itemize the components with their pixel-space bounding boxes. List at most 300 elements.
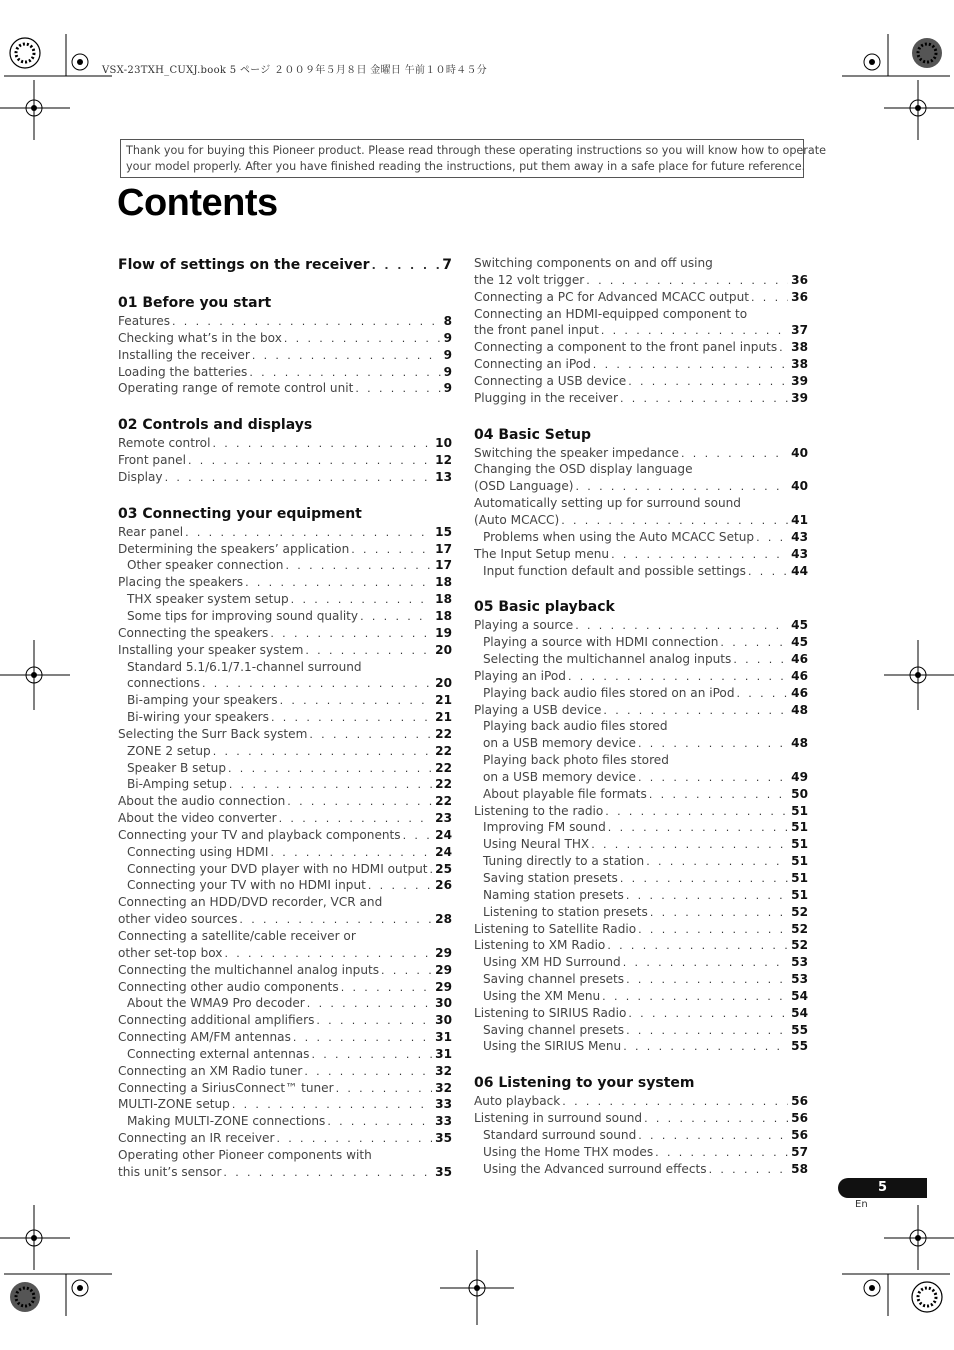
toc-subentry[interactable] bbox=[118, 995, 452, 1012]
toc-subentry[interactable] bbox=[474, 563, 808, 580]
toc-page-number: 17 bbox=[435, 558, 452, 573]
toc-entry[interactable] bbox=[118, 1080, 452, 1097]
toc-left-column bbox=[118, 255, 452, 1181]
toc-subentry[interactable] bbox=[118, 776, 452, 793]
toc-page-number: 39 bbox=[791, 373, 808, 388]
toc-page-number: 51 bbox=[791, 871, 808, 885]
toc-entry-label: Playing a source with HDMI connection bbox=[483, 635, 719, 650]
toc-page-number: 9 bbox=[443, 364, 452, 379]
toc-entry[interactable] bbox=[118, 541, 452, 558]
toc-subentry[interactable] bbox=[474, 836, 808, 853]
dot-leader bbox=[309, 727, 432, 744]
toc-page-number: 8 bbox=[443, 314, 452, 328]
dot-leader bbox=[561, 513, 788, 530]
toc-entry-label: Connecting other audio components bbox=[118, 979, 339, 994]
toc-entry[interactable] bbox=[474, 322, 808, 339]
toc-page-number: 29 bbox=[435, 979, 452, 994]
toc-entry[interactable] bbox=[118, 1130, 452, 1147]
toc-entry[interactable] bbox=[118, 625, 452, 642]
toc-subentry[interactable] bbox=[118, 709, 452, 726]
toc-page-number: 24 bbox=[435, 827, 452, 842]
toc-page-number: 18 bbox=[435, 575, 452, 590]
toc-entry-label: Connecting an IR receiver bbox=[118, 1131, 275, 1146]
toc-entry[interactable] bbox=[118, 313, 452, 330]
dot-leader bbox=[285, 558, 432, 575]
dot-leader bbox=[737, 686, 789, 703]
toc-entry[interactable] bbox=[474, 668, 808, 685]
toc-subentry[interactable] bbox=[118, 557, 452, 574]
toc-entry-label: Installing the receiver bbox=[118, 347, 250, 362]
toc-entry[interactable] bbox=[118, 945, 452, 962]
toc-entry[interactable] bbox=[474, 306, 808, 323]
dot-leader bbox=[568, 669, 788, 686]
dot-leader bbox=[430, 862, 433, 879]
toc-subentry[interactable] bbox=[474, 870, 808, 887]
toc-page-number: 53 bbox=[791, 955, 808, 970]
toc-subentry[interactable] bbox=[474, 529, 808, 546]
toc-subentry[interactable] bbox=[118, 760, 452, 777]
dot-leader bbox=[620, 871, 788, 888]
toc-entry-label: Operating range of remote control unit bbox=[118, 381, 354, 396]
toc-entry[interactable] bbox=[118, 1063, 452, 1080]
dot-leader bbox=[270, 845, 432, 862]
toc-page-number: 51 bbox=[791, 887, 808, 902]
toc-entry-label: Standard 5.1/6.1/7.1-channel surround bbox=[127, 659, 362, 674]
toc-entry-label: Rear panel bbox=[118, 524, 184, 539]
dot-leader bbox=[287, 794, 432, 811]
toc-page-number: 21 bbox=[435, 710, 452, 725]
dot-leader bbox=[751, 290, 788, 307]
toc-entry-label: Flow of settings on the receiver bbox=[118, 257, 370, 273]
toc-page-number: 38 bbox=[791, 340, 808, 355]
toc-entry-label: About playable file formats bbox=[483, 786, 647, 801]
toc-entry[interactable] bbox=[474, 445, 808, 462]
toc-right-sections bbox=[474, 427, 808, 1178]
toc-page-number: 46 bbox=[791, 685, 808, 700]
thank-you-notice bbox=[120, 139, 827, 178]
dot-leader bbox=[638, 922, 788, 939]
toc-page-number: 20 bbox=[435, 642, 452, 657]
toc-entry-label: About the WMA9 Pro decoder bbox=[127, 996, 305, 1011]
dot-leader bbox=[605, 804, 788, 821]
toc-subentry[interactable] bbox=[474, 887, 808, 904]
toc-page-number: 43 bbox=[791, 546, 808, 561]
toc-page-number: 55 bbox=[791, 1039, 808, 1054]
toc-subentry[interactable] bbox=[474, 718, 808, 735]
toc-page-number: 51 bbox=[791, 837, 808, 852]
dot-leader bbox=[628, 374, 788, 391]
toc-section-heading[interactable]: 04 Basic Setup bbox=[474, 426, 592, 443]
toc-entry-label: Features bbox=[118, 314, 171, 328]
toc-entry-label: Saving channel presets bbox=[483, 972, 625, 987]
toc-entry-label: Connecting your TV with no HDMI input bbox=[127, 878, 366, 893]
toc-page-number: 36 bbox=[791, 272, 808, 287]
toc-entry[interactable] bbox=[474, 921, 808, 938]
toc-page-number: 18 bbox=[435, 608, 452, 623]
toc-entry[interactable] bbox=[474, 803, 808, 820]
dot-leader bbox=[681, 446, 788, 463]
toc-subentry[interactable] bbox=[118, 844, 452, 861]
toc-page-number: 37 bbox=[791, 323, 808, 338]
toc-section-heading[interactable]: 05 Basic playback bbox=[474, 599, 615, 616]
toc-entry[interactable] bbox=[118, 642, 452, 659]
toc-subentry[interactable] bbox=[474, 1161, 808, 1178]
toc-page-number: 56 bbox=[791, 1127, 808, 1142]
toc-entry-label: Connecting external antennas bbox=[127, 1046, 310, 1061]
toc-entry-label: Playing back audio files stored on an iPod bbox=[483, 685, 735, 700]
toc-entry[interactable] bbox=[118, 574, 452, 591]
toc-entry-label: Connecting your DVD player with no HDMI output bbox=[127, 861, 428, 876]
toc-subentry[interactable] bbox=[118, 659, 452, 676]
toc-page-number: 30 bbox=[435, 1013, 452, 1028]
toc-entry-label: the 12 volt trigger bbox=[474, 272, 585, 287]
toc-entry-label: Input function default and possible settings bbox=[483, 563, 746, 578]
dot-leader bbox=[185, 525, 432, 542]
toc-entry-label: Standard surround sound bbox=[483, 1127, 637, 1142]
toc-page-number: 45 bbox=[791, 635, 808, 650]
toc-section-heading[interactable]: 03 Connecting your equipment bbox=[118, 505, 362, 522]
toc-page-number: 45 bbox=[791, 618, 808, 633]
toc-entry[interactable] bbox=[474, 1093, 808, 1110]
toc-subentry[interactable] bbox=[474, 819, 808, 836]
toc-entry-label: Placing the speakers bbox=[118, 575, 244, 590]
toc-subentry[interactable] bbox=[474, 735, 808, 752]
dot-leader bbox=[591, 837, 788, 854]
toc-entry-label: Connecting your TV and playback components bbox=[118, 827, 401, 842]
toc-entry[interactable] bbox=[118, 347, 452, 364]
toc-subentry[interactable] bbox=[474, 1038, 808, 1055]
toc-subentry[interactable] bbox=[474, 1022, 808, 1039]
toc-entry-label: Playing an iPod bbox=[474, 668, 566, 683]
toc-entry-flow-of-settings[interactable] bbox=[118, 255, 452, 276]
toc-subentry[interactable] bbox=[118, 743, 452, 760]
dot-leader bbox=[575, 479, 788, 496]
toc-subentry[interactable] bbox=[474, 685, 808, 702]
toc-entry[interactable] bbox=[474, 373, 808, 390]
toc-entry[interactable] bbox=[474, 461, 808, 478]
toc-entry-label: Remote control bbox=[118, 436, 211, 451]
toc-page-number: 32 bbox=[435, 1063, 452, 1078]
toc-entry-label: The Input Setup menu bbox=[474, 546, 610, 561]
toc-entry-label: About the audio connection bbox=[118, 794, 286, 809]
toc-page-number: 26 bbox=[435, 878, 452, 893]
toc-page-number: 58 bbox=[791, 1161, 808, 1176]
page-number-tab: 5 bbox=[838, 1178, 927, 1198]
dot-leader bbox=[224, 946, 432, 963]
dot-leader bbox=[709, 1162, 789, 1179]
toc-page-number: 30 bbox=[435, 996, 452, 1011]
toc-entry[interactable] bbox=[474, 289, 808, 306]
toc-page-number: 31 bbox=[435, 1046, 452, 1061]
toc-entry[interactable] bbox=[118, 469, 452, 486]
dot-leader bbox=[223, 1165, 432, 1182]
toc-entry-label: Connecting the multichannel analog inputs bbox=[118, 962, 380, 977]
toc-right-intro-entries bbox=[474, 255, 808, 407]
toc-entry-label: Tuning directly to a station bbox=[483, 854, 645, 869]
toc-page-number: 46 bbox=[791, 652, 808, 667]
toc-page-number: 49 bbox=[791, 769, 808, 784]
toc-entry-label: Connecting additional amplifiers bbox=[118, 1013, 315, 1028]
dot-leader bbox=[620, 391, 788, 408]
toc-section-heading[interactable]: 06 Listening to your system bbox=[474, 1075, 695, 1092]
toc-entry[interactable] bbox=[118, 793, 452, 810]
toc-entry-label: Using XM HD Surround bbox=[483, 955, 621, 970]
toc-page-number: 51 bbox=[791, 820, 808, 835]
toc-entry[interactable] bbox=[118, 1147, 452, 1164]
toc-entry-label: Display bbox=[118, 469, 163, 484]
dot-leader bbox=[304, 1064, 432, 1081]
toc-entry-label: Playing back audio files stored bbox=[483, 719, 668, 734]
dot-leader bbox=[252, 348, 441, 365]
toc-entry-label: this unit’s sensor bbox=[118, 1164, 222, 1179]
book-file-header: VSX-23TXH_CUXJ.book 5 ページ ２００９年５月８日 金曜日 午前１０時４５分 bbox=[102, 65, 488, 76]
toc-subentry[interactable] bbox=[474, 1127, 808, 1144]
toc-entry-label: Operating other Pioneer components with bbox=[118, 1147, 372, 1162]
toc-entry-label: Some tips for improving sound quality bbox=[127, 608, 359, 623]
dot-leader bbox=[355, 381, 440, 398]
toc-subentry[interactable] bbox=[474, 634, 808, 651]
dot-leader bbox=[336, 1081, 433, 1098]
toc-entry[interactable] bbox=[118, 1164, 452, 1181]
dot-leader bbox=[293, 1030, 432, 1047]
toc-page-number: 48 bbox=[791, 702, 808, 717]
toc-entry-label: Making MULTI-ZONE connections bbox=[127, 1114, 326, 1129]
toc-entry-label: Speaker B setup bbox=[127, 760, 226, 775]
toc-page-number: 56 bbox=[791, 1094, 808, 1109]
toc-entry-label: Auto playback bbox=[474, 1094, 561, 1109]
dot-leader bbox=[311, 1047, 432, 1064]
toc-page-number: 29 bbox=[435, 962, 452, 977]
toc-page-number: 24 bbox=[435, 844, 452, 859]
toc-page-number: 54 bbox=[791, 988, 808, 1003]
dot-leader bbox=[562, 1094, 788, 1111]
toc-entry-label: Connecting a USB device bbox=[474, 373, 627, 388]
toc-entry[interactable] bbox=[118, 524, 452, 541]
dot-leader bbox=[608, 820, 788, 837]
toc-entry-label: Installing your speaker system bbox=[118, 642, 304, 657]
toc-entry-label: Connecting the speakers bbox=[118, 625, 269, 640]
toc-entry[interactable] bbox=[118, 1012, 452, 1029]
toc-page-number: 31 bbox=[435, 1030, 452, 1045]
toc-entry[interactable] bbox=[118, 827, 452, 844]
dot-leader bbox=[575, 618, 788, 635]
dot-leader bbox=[650, 905, 788, 922]
toc-subentry[interactable] bbox=[474, 1144, 808, 1161]
toc-right-column bbox=[474, 255, 808, 1178]
dot-leader bbox=[341, 980, 432, 997]
toc-subentry[interactable] bbox=[474, 971, 808, 988]
toc-page-number: 50 bbox=[791, 786, 808, 801]
toc-entry[interactable] bbox=[474, 937, 808, 954]
toc-subentry[interactable] bbox=[474, 786, 808, 803]
toc-entry-label: Problems when using the Auto MCACC Setup bbox=[483, 529, 755, 544]
dot-leader bbox=[212, 436, 432, 453]
toc-entry-label: Automatically setting up for surround sound bbox=[474, 496, 741, 511]
toc-entry-label: Connecting using HDMI bbox=[127, 844, 269, 859]
dot-leader bbox=[602, 989, 788, 1006]
toc-page-number: 22 bbox=[435, 777, 452, 792]
toc-entry[interactable] bbox=[118, 911, 452, 928]
dot-leader bbox=[245, 575, 432, 592]
toc-entry-label: Selecting the Surr Back system bbox=[118, 726, 308, 741]
dot-leader bbox=[646, 854, 788, 871]
dot-leader bbox=[249, 365, 440, 382]
toc-subentry[interactable] bbox=[118, 877, 452, 894]
toc-page-number: 21 bbox=[435, 693, 452, 708]
toc-page-number: 9 bbox=[443, 381, 452, 396]
toc-page-number: 33 bbox=[435, 1097, 452, 1112]
toc-page-number: 18 bbox=[435, 592, 452, 607]
toc-entry[interactable] bbox=[474, 1005, 808, 1022]
toc-entry[interactable] bbox=[474, 356, 808, 373]
toc-entry[interactable] bbox=[474, 272, 808, 289]
toc-entry[interactable] bbox=[474, 546, 808, 563]
toc-page-number: 46 bbox=[791, 668, 808, 683]
dot-leader bbox=[232, 1097, 432, 1114]
toc-subentry[interactable] bbox=[474, 752, 808, 769]
dot-leader bbox=[291, 592, 432, 609]
toc-subentry[interactable] bbox=[118, 608, 452, 625]
toc-page-number: 19 bbox=[435, 625, 452, 640]
dot-leader bbox=[756, 530, 788, 547]
toc-page-number: 12 bbox=[435, 453, 452, 468]
toc-entry[interactable] bbox=[474, 512, 808, 529]
toc-page-number: 38 bbox=[791, 357, 808, 372]
toc-entry[interactable] bbox=[118, 726, 452, 743]
toc-entry[interactable] bbox=[474, 255, 808, 272]
toc-entry[interactable] bbox=[118, 810, 452, 827]
toc-entry-label: Plugging in the receiver bbox=[474, 390, 618, 405]
dot-leader bbox=[638, 770, 788, 787]
toc-page-number: 35 bbox=[435, 1131, 452, 1146]
toc-entry[interactable] bbox=[474, 390, 808, 407]
dot-leader bbox=[307, 996, 432, 1013]
toc-page-number: 53 bbox=[791, 972, 808, 987]
toc-subentry[interactable] bbox=[474, 904, 808, 921]
toc-entry-label: Using the SIRIUS Menu bbox=[483, 1039, 622, 1054]
toc-page-number: 36 bbox=[791, 289, 808, 304]
toc-subentry[interactable] bbox=[118, 861, 452, 878]
dot-leader bbox=[748, 564, 788, 581]
toc-entry-label: Bi-amping your speakers bbox=[127, 693, 278, 708]
toc-page-number: 55 bbox=[791, 1022, 808, 1037]
dot-leader bbox=[626, 972, 788, 989]
toc-entry[interactable] bbox=[474, 617, 808, 634]
toc-entry[interactable] bbox=[118, 330, 452, 347]
dot-leader bbox=[280, 693, 433, 710]
toc-entry[interactable] bbox=[118, 380, 452, 397]
dot-leader bbox=[655, 1145, 788, 1162]
toc-entry-label: Connecting a component to the front panel inputs bbox=[474, 340, 778, 355]
toc-entry[interactable] bbox=[118, 894, 452, 911]
toc-entry[interactable] bbox=[474, 339, 808, 356]
toc-entry[interactable] bbox=[118, 435, 452, 452]
toc-entry-label: Improving FM sound bbox=[483, 820, 606, 835]
toc-entry-label: Connecting AM/FM antennas bbox=[118, 1030, 291, 1045]
toc-page-number: 22 bbox=[435, 743, 452, 758]
toc-entry-label: Listening to SIRIUS Radio bbox=[474, 1005, 627, 1020]
toc-entry[interactable] bbox=[118, 452, 452, 469]
dot-leader bbox=[213, 744, 432, 761]
dot-leader bbox=[607, 938, 788, 955]
dot-leader bbox=[593, 357, 788, 374]
toc-entry-label: other video sources bbox=[118, 912, 238, 927]
toc-entry[interactable] bbox=[118, 1029, 452, 1046]
toc-page-number: 54 bbox=[791, 1005, 808, 1020]
dot-leader bbox=[327, 1114, 432, 1131]
dot-leader bbox=[626, 888, 788, 905]
toc-page-number: 20 bbox=[435, 676, 452, 691]
toc-page-number: 40 bbox=[791, 445, 808, 460]
dot-leader bbox=[188, 453, 432, 470]
toc-page-number: 52 bbox=[791, 904, 808, 919]
toc-entry[interactable] bbox=[118, 979, 452, 996]
dot-leader bbox=[601, 323, 788, 340]
toc-subentry[interactable] bbox=[474, 769, 808, 786]
language-code: En bbox=[855, 1199, 868, 1210]
toc-entry-label: Playing back photo files stored bbox=[483, 753, 669, 768]
dot-leader bbox=[623, 1039, 788, 1056]
dot-leader bbox=[623, 955, 788, 972]
dot-leader bbox=[284, 331, 441, 348]
toc-page-number: 57 bbox=[791, 1144, 808, 1159]
toc-entry-label: Using the Home THX modes bbox=[483, 1144, 654, 1159]
toc-entry-label: Using the Advanced surround effects bbox=[483, 1161, 707, 1176]
toc-page-number: 52 bbox=[791, 938, 808, 953]
toc-section-heading[interactable]: 02 Controls and displays bbox=[118, 417, 313, 434]
dot-leader bbox=[626, 1023, 788, 1040]
toc-subentry[interactable] bbox=[118, 1113, 452, 1130]
dot-leader bbox=[733, 652, 788, 669]
toc-entry[interactable] bbox=[474, 495, 808, 512]
toc-entry[interactable] bbox=[474, 702, 808, 719]
toc-entry[interactable] bbox=[118, 928, 452, 945]
toc-entry[interactable] bbox=[118, 962, 452, 979]
dot-leader bbox=[611, 547, 788, 564]
notice-line-2: your model properly. After you have finished reading the instructions, put them away in a safe place for future reference. bbox=[126, 160, 806, 173]
toc-subentry[interactable] bbox=[118, 675, 452, 692]
toc-section-heading[interactable]: 01 Before you start bbox=[118, 295, 272, 311]
toc-entry-label: Connecting an HDMI-equipped component to bbox=[474, 306, 748, 321]
toc-subentry[interactable] bbox=[118, 692, 452, 709]
toc-subentry[interactable] bbox=[474, 988, 808, 1005]
toc-entry-label: Naming station presets bbox=[483, 887, 624, 902]
toc-entry-label: Listening to XM Radio bbox=[474, 938, 606, 953]
toc-subentry[interactable] bbox=[118, 1046, 452, 1063]
toc-entry[interactable] bbox=[118, 1096, 452, 1113]
toc-page-number: 22 bbox=[435, 760, 452, 775]
toc-subentry[interactable] bbox=[118, 591, 452, 608]
toc-subentry[interactable] bbox=[474, 954, 808, 971]
dot-leader bbox=[368, 878, 432, 895]
toc-entry-label: Switching the speaker impedance bbox=[474, 445, 679, 460]
dot-leader bbox=[305, 643, 432, 660]
toc-entry-label: on a USB memory device bbox=[483, 769, 636, 784]
toc-page-number: 13 bbox=[435, 469, 452, 484]
dot-leader bbox=[165, 470, 433, 487]
toc-entry[interactable] bbox=[474, 478, 808, 495]
toc-entry[interactable] bbox=[118, 364, 452, 381]
dot-leader bbox=[228, 761, 432, 778]
toc-subentry[interactable] bbox=[474, 651, 808, 668]
dot-leader bbox=[649, 787, 788, 804]
dot-leader bbox=[360, 609, 432, 626]
toc-subentry[interactable] bbox=[474, 853, 808, 870]
toc-entry-label: Determining the speakers’ application bbox=[118, 541, 350, 556]
toc-page-number: 10 bbox=[435, 436, 452, 451]
toc-entry-label: Connecting an XM Radio tuner bbox=[118, 1063, 303, 1078]
toc-entry[interactable] bbox=[474, 1110, 808, 1127]
